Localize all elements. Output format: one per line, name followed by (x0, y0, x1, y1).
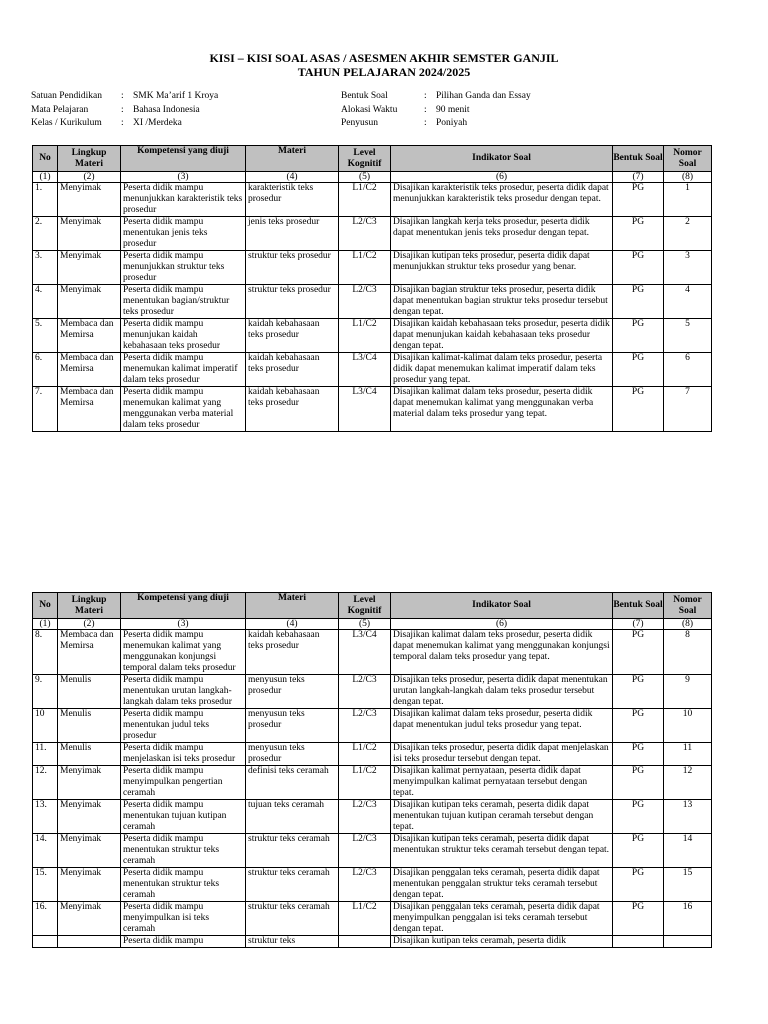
bentuk-soal-cell: PG (613, 285, 664, 319)
identity-value: XI /Merdeka (133, 118, 182, 128)
nomor-soal-cell: 12 (664, 766, 712, 800)
level-kognitif-cell: L1/C2 (339, 902, 391, 936)
identity-row (31, 104, 218, 118)
identity-row (341, 90, 531, 104)
level-kognitif-cell: L3/C4 (339, 387, 391, 432)
column-number: (8) (664, 172, 712, 183)
identity-colon: : (121, 104, 124, 115)
column-number: (4) (246, 619, 339, 630)
table-row (33, 936, 712, 948)
lingkup-materi-cell: Menyimak (58, 834, 121, 868)
nomor-soal-cell: 15 (664, 868, 712, 902)
header-row (33, 146, 712, 172)
nomor-soal-cell: 13 (664, 800, 712, 834)
kompetensi-cell: Peserta didik mampu menentukan struktur teks ceramah (121, 868, 246, 902)
column-number-row (33, 619, 712, 630)
bentuk-soal-cell: PG (613, 902, 664, 936)
identity-value: Poniyah (436, 118, 468, 128)
header-no: No (33, 593, 58, 619)
level-kognitif-cell (339, 936, 391, 948)
materi-cell: kaidah kebahasaan teks prosedur (246, 353, 339, 387)
header-nomor: Nomor Soal (664, 593, 712, 619)
nomor-soal-cell: 9 (664, 675, 712, 709)
level-kognitif-cell: L3/C4 (339, 353, 391, 387)
bentuk-soal-cell: PG (613, 319, 664, 353)
table-row (33, 675, 712, 709)
identity-label: Kelas / Kurikulum (31, 118, 102, 128)
table-row (33, 902, 712, 936)
kompetensi-cell: Peserta didik mampu menemukan kalimat imperatif dalam teks prosedur (121, 353, 246, 387)
lingkup-materi-cell: Menyimak (58, 766, 121, 800)
nomor-soal-cell: 4 (664, 285, 712, 319)
indikator-soal-cell: Disajikan penggalan teks ceramah, peserta didik dapat menyimpulkan penggalan isi teks ceramah tersebut dengan tepat. (391, 902, 613, 936)
materi-cell: struktur teks prosedur (246, 285, 339, 319)
identity-colon: : (121, 91, 124, 101)
level-kognitif-cell: L1/C2 (339, 766, 391, 800)
row-number-cell: 11. (33, 743, 58, 766)
indikator-soal-cell: Disajikan bagian struktur teks prosedur, peserta didik dapat menentukan bagian struktur teks prosedur tersebut dengan tepat. (391, 285, 613, 319)
document-title: KISI – KISI SOAL ASAS / ASESMEN AKHIR SEMSTER GANJIL (209, 51, 559, 65)
level-kognitif-cell: L1/C2 (339, 183, 391, 217)
row-number-cell: 15. (33, 868, 58, 902)
bentuk-soal-cell: PG (613, 834, 664, 868)
table-row (33, 868, 712, 902)
lingkup-materi-cell: Membaca dan Memirsa (58, 630, 121, 675)
identity-label: Mata Pelajaran (31, 104, 89, 115)
row-number-cell: 5. (33, 319, 58, 353)
level-kognitif-cell: L1/C2 (339, 743, 391, 766)
indikator-soal-cell: Disajikan kalimat dalam teks prosedur, peserta didik dapat menemukan kalimat yang menggunakan verba material dalam teks prosedur yang tepat. (391, 387, 613, 432)
column-number: (4) (246, 172, 339, 183)
table-row (33, 285, 712, 319)
kompetensi-cell: Peserta didik mampu menunjukan kaidah kebahasaan teks prosedur (121, 319, 246, 353)
bentuk-soal-cell (613, 936, 664, 948)
identity-value: Bahasa Indonesia (133, 104, 200, 115)
header-bentuk: Bentuk Soal (613, 593, 664, 619)
table-2-body (33, 630, 712, 948)
nomor-soal-cell: 3 (664, 251, 712, 285)
kompetensi-cell: Peserta didik mampu menyimpulkan isi teks ceramah (121, 902, 246, 936)
header-no: No (33, 146, 58, 172)
materi-cell: struktur teks ceramah (246, 834, 339, 868)
level-kognitif-cell: L2/C3 (339, 285, 391, 319)
identity-left (31, 90, 218, 131)
header-indikator: Indikator Soal (391, 593, 613, 619)
level-kognitif-cell: L2/C3 (339, 868, 391, 902)
materi-cell: definisi teks ceramah (246, 766, 339, 800)
lingkup-materi-cell: Menyimak (58, 217, 121, 251)
column-number: (5) (339, 619, 391, 630)
materi-cell: struktur teks ceramah (246, 902, 339, 936)
column-number: (6) (391, 172, 613, 183)
indikator-soal-cell: Disajikan kalimat dalam teks prosedur, peserta didik dapat menemukan kalimat yang menggunakan konjungsi temporal dalam teks prosedur yang tepat. (391, 630, 613, 675)
identity-colon: : (424, 91, 427, 101)
kompetensi-cell: Peserta didik mampu menyimpulkan pengertian ceramah (121, 766, 246, 800)
indikator-soal-cell: Disajikan kutipan teks ceramah, peserta didik (391, 936, 613, 948)
lingkup-materi-cell: Membaca dan Memirsa (58, 387, 121, 432)
lingkup-materi-cell: Menyimak (58, 183, 121, 217)
indikator-soal-cell: Disajikan penggalan teks ceramah, peserta didik dapat menentukan penggalan struktur teks ceramah tersebut dengan tepat. (391, 868, 613, 902)
column-number: (7) (613, 619, 664, 630)
column-number: (7) (613, 172, 664, 183)
bentuk-soal-cell: PG (613, 251, 664, 285)
kompetensi-cell: Peserta didik mampu menunjukkan struktur teks prosedur (121, 251, 246, 285)
identity-row (31, 117, 218, 131)
indikator-soal-cell: Disajikan kaidah kebahasaan teks prosedur, peserta didik dapat menunjukan kaidah kebahasaan teks prosedur dengan tepat. (391, 319, 613, 353)
bentuk-soal-cell: PG (613, 868, 664, 902)
bentuk-soal-cell: PG (613, 387, 664, 432)
table-row (33, 387, 712, 432)
document-subtitle: TAHUN PELAJARAN 2024/2025 (297, 65, 471, 79)
indikator-soal-cell: Disajikan teks prosedur, peserta didik dapat menentukan urutan langkah-langkah dalam teks prosedur tersebut dengan tepat. (391, 675, 613, 709)
level-kognitif-cell: L2/C3 (339, 709, 391, 743)
column-number: (5) (339, 172, 391, 183)
header-materi: Materi (246, 593, 339, 619)
table-row (33, 251, 712, 285)
row-number-cell: 12. (33, 766, 58, 800)
lingkup-materi-cell: Membaca dan Memirsa (58, 353, 121, 387)
nomor-soal-cell: 6 (664, 353, 712, 387)
materi-cell: struktur teks (246, 936, 339, 948)
indikator-soal-cell: Disajikan langkah kerja teks prosedur, peserta didik dapat menentukan jenis teks prosedur dengan tepat. (391, 217, 613, 251)
row-number-cell: 6. (33, 353, 58, 387)
nomor-soal-cell: 5 (664, 319, 712, 353)
indikator-soal-cell: Disajikan kalimat dalam teks prosedur, peserta didik dapat menentukan judul teks prosedur yang tepat. (391, 709, 613, 743)
column-number: (8) (664, 619, 712, 630)
materi-cell: karakteristik teks prosedur (246, 183, 339, 217)
kompetensi-cell: Peserta didik mampu menentukan jenis teks prosedur (121, 217, 246, 251)
nomor-soal-cell: 16 (664, 902, 712, 936)
materi-cell: tujuan teks ceramah (246, 800, 339, 834)
table-1-body (33, 183, 712, 432)
materi-cell: kaidah kebahasaan teks prosedur (246, 319, 339, 353)
header-materi: Materi (246, 146, 339, 172)
kompetensi-cell: Peserta didik mampu menentukan bagian/struktur teks prosedur (121, 285, 246, 319)
kisi-table-2 (32, 592, 712, 948)
table-row (33, 766, 712, 800)
nomor-soal-cell: 11 (664, 743, 712, 766)
table-row (33, 630, 712, 675)
bentuk-soal-cell: PG (613, 217, 664, 251)
level-kognitif-cell: L2/C3 (339, 800, 391, 834)
bentuk-soal-cell: PG (613, 675, 664, 709)
header-indikator: Indikator Soal (391, 146, 613, 172)
kompetensi-cell: Peserta didik mampu menentukan struktur teks ceramah (121, 834, 246, 868)
identity-label: Satuan Pendidikan (31, 91, 102, 101)
indikator-soal-cell: Disajikan karakteristik teks prosedur, peserta didik dapat menunjukkan karakteristik teks prosedur dengan tepat. (391, 183, 613, 217)
header-lingkup: Lingkup Materi (58, 146, 121, 172)
kompetensi-cell: Peserta didik mampu menemukan kalimat yang menggunakan konjungsi temporal dalam teks prosedur (121, 630, 246, 675)
identity-value: SMK Ma’arif 1 Kroya (133, 91, 219, 101)
table-row (33, 834, 712, 868)
nomor-soal-cell: 1 (664, 183, 712, 217)
level-kognitif-cell: L2/C3 (339, 675, 391, 709)
row-number-cell: 16. (33, 902, 58, 936)
level-kognitif-cell: L1/C2 (339, 319, 391, 353)
header-lingkup: Lingkup Materi (58, 593, 121, 619)
column-number-row (33, 172, 712, 183)
identity-right (341, 90, 531, 131)
header-row (33, 593, 712, 619)
bentuk-soal-cell: PG (613, 766, 664, 800)
identity-colon: : (121, 118, 124, 128)
indikator-soal-cell: Disajikan kutipan teks prosedur, peserta didik dapat menunjukkan struktur teks prosedur yang benar. (391, 251, 613, 285)
table-row (33, 743, 712, 766)
header-nomor: Nomor Soal (664, 146, 712, 172)
nomor-soal-cell: 2 (664, 217, 712, 251)
row-number-cell: 14. (33, 834, 58, 868)
identity-row (341, 117, 531, 131)
table-row (33, 217, 712, 251)
row-number-cell: 4. (33, 285, 58, 319)
column-number: (6) (391, 619, 613, 630)
identity-row (31, 90, 218, 104)
lingkup-materi-cell: Membaca dan Memirsa (58, 319, 121, 353)
materi-cell: menyusun teks prosedur (246, 743, 339, 766)
identity-value: Pilihan Ganda dan Essay (436, 91, 531, 101)
indikator-soal-cell: Disajikan kutipan teks ceramah, peserta didik dapat menentukan struktur teks ceramah tersebut dengan tepat. (391, 834, 613, 868)
row-number-cell: 2. (33, 217, 58, 251)
table-row (33, 353, 712, 387)
bentuk-soal-cell: PG (613, 630, 664, 675)
identity-label: Alokasi Waktu (341, 104, 398, 115)
kompetensi-cell: Peserta didik mampu menunjukkan karakteristik teks prosedur (121, 183, 246, 217)
row-number-cell (33, 936, 58, 948)
materi-cell: kaidah kebahasaan teks prosedur (246, 630, 339, 675)
bentuk-soal-cell: PG (613, 183, 664, 217)
kompetensi-cell: Peserta didik mampu menentukan judul teks prosedur (121, 709, 246, 743)
bentuk-soal-cell: PG (613, 800, 664, 834)
column-number: (1) (33, 619, 58, 630)
row-number-cell: 1. (33, 183, 58, 217)
level-kognitif-cell: L3/C4 (339, 630, 391, 675)
identity-label: Penyusun (341, 118, 378, 128)
materi-cell: menyusun teks prosedur (246, 709, 339, 743)
kompetensi-cell: Peserta didik mampu (121, 936, 246, 948)
row-number-cell: 9. (33, 675, 58, 709)
identity-colon: : (424, 118, 427, 128)
lingkup-materi-cell: Menulis (58, 743, 121, 766)
level-kognitif-cell: L2/C3 (339, 217, 391, 251)
table-row (33, 319, 712, 353)
header-level: Level Kognitif (339, 593, 391, 619)
level-kognitif-cell: L2/C3 (339, 834, 391, 868)
identity-colon: : (424, 104, 427, 115)
row-number-cell: 13. (33, 800, 58, 834)
bentuk-soal-cell: PG (613, 743, 664, 766)
identity-value: 90 menit (436, 104, 470, 115)
indikator-soal-cell: Disajikan kalimat-kalimat dalam teks prosedur, peserta didik dapat menemukan kalimat imperatif dalam teks prosedur yang tepat. (391, 353, 613, 387)
column-number: (2) (58, 619, 121, 630)
nomor-soal-cell: 10 (664, 709, 712, 743)
lingkup-materi-cell: Menyimak (58, 902, 121, 936)
kisi-table-1 (32, 145, 712, 432)
row-number-cell: 10 (33, 709, 58, 743)
materi-cell: jenis teks prosedur (246, 217, 339, 251)
table-row (33, 709, 712, 743)
lingkup-materi-cell: Menyimak (58, 868, 121, 902)
lingkup-materi-cell: Menyimak (58, 285, 121, 319)
row-number-cell: 7. (33, 387, 58, 432)
lingkup-materi-cell: Menulis (58, 709, 121, 743)
indikator-soal-cell: Disajikan kalimat pernyataan, peserta didik dapat menyimpulkan kalimat pernyataan tersebut dengan tepat. (391, 766, 613, 800)
lingkup-materi-cell: Menyimak (58, 251, 121, 285)
header-bentuk: Bentuk Soal (613, 146, 664, 172)
column-number: (1) (33, 172, 58, 183)
nomor-soal-cell: 7 (664, 387, 712, 432)
row-number-cell: 8. (33, 630, 58, 675)
identity-label: Bentuk Soal (341, 91, 388, 101)
bentuk-soal-cell: PG (613, 709, 664, 743)
identity-row (341, 104, 531, 118)
lingkup-materi-cell: Menulis (58, 675, 121, 709)
indikator-soal-cell: Disajikan kutipan teks ceramah, peserta didik dapat menentukan tujuan kutipan ceramah tersebut dengan tepat. (391, 800, 613, 834)
materi-cell: struktur teks prosedur (246, 251, 339, 285)
table-row (33, 183, 712, 217)
nomor-soal-cell: 8 (664, 630, 712, 675)
header-kompetensi: Kompetensi yang diuji (121, 146, 246, 172)
column-number: (3) (121, 172, 246, 183)
lingkup-materi-cell: Menyimak (58, 800, 121, 834)
table-row (33, 800, 712, 834)
nomor-soal-cell (664, 936, 712, 948)
row-number-cell: 3. (33, 251, 58, 285)
indikator-soal-cell: Disajikan teks prosedur, peserta didik dapat menjelaskan isi teks prosedur tersebut dengan tepat. (391, 743, 613, 766)
header-kompetensi: Kompetensi yang diuji (121, 593, 246, 619)
bentuk-soal-cell: PG (613, 353, 664, 387)
kompetensi-cell: Peserta didik mampu menjelaskan isi teks prosedur (121, 743, 246, 766)
lingkup-materi-cell (58, 936, 121, 948)
materi-cell: menyusun teks prosedur (246, 675, 339, 709)
nomor-soal-cell: 14 (664, 834, 712, 868)
level-kognitif-cell: L1/C2 (339, 251, 391, 285)
kompetensi-cell: Peserta didik mampu menemukan kalimat yang menggunakan verba material dalam teks prosedur (121, 387, 246, 432)
kompetensi-cell: Peserta didik mampu menentukan urutan langkah-langkah dalam teks prosedur (121, 675, 246, 709)
kompetensi-cell: Peserta didik mampu menentukan tujuan kutipan ceramah (121, 800, 246, 834)
materi-cell: struktur teks ceramah (246, 868, 339, 902)
column-number: (3) (121, 619, 246, 630)
materi-cell: kaidah kebahasaan teks prosedur (246, 387, 339, 432)
header-level: Level Kognitif (339, 146, 391, 172)
column-number: (2) (58, 172, 121, 183)
